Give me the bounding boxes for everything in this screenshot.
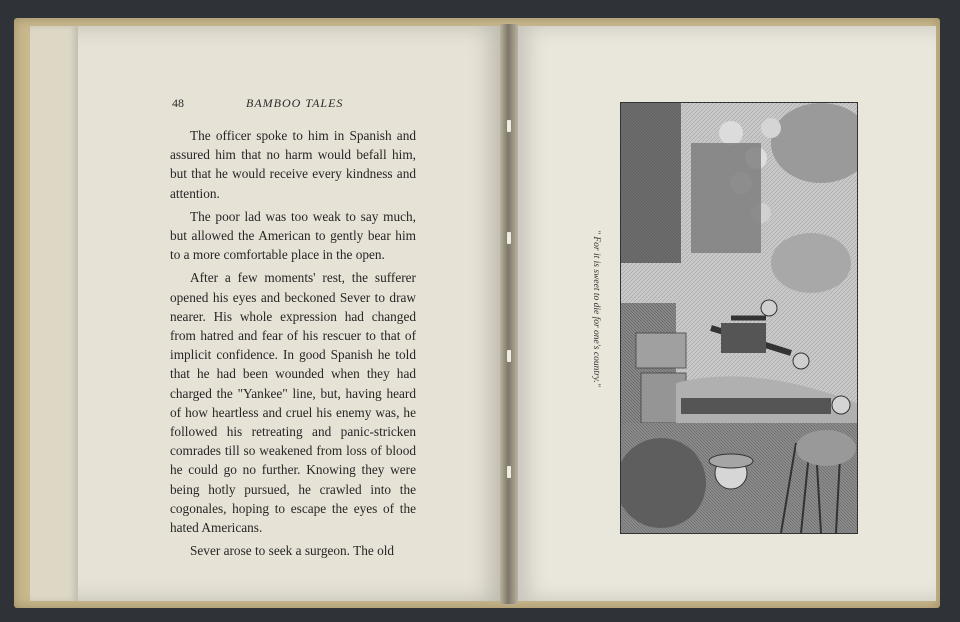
- binding-stitch: [507, 120, 511, 132]
- binding-stitch: [507, 232, 511, 244]
- paragraph: Sever arose to seek a surgeon. The old: [190, 543, 395, 559]
- binding-stitch: [507, 466, 511, 478]
- flyleaf-edge: [30, 26, 78, 601]
- body-text: [170, 126, 416, 564]
- illustration-image: [621, 103, 857, 533]
- running-title: BAMBOO TALES: [246, 96, 344, 110]
- plate-caption: " For it is sweet to die for one's country.": [591, 230, 601, 387]
- paragraph: After a few moments' rest, the sufferer opened his eyes and beckoned Sever to draw nearer. His whole expression had changed from hatred and fear of his rescuer to that of implicit confidence. In good Spanish he told that he had been wounded when they had charged the "Yankee" line, but, having heard of how heartless and cruel his enemy was, he followed his retreating and panic-stricken comrades till so weakened from loss of blood he could go no further. Knowing they were being hotly pursued, he crawled into the cogonales, hoping to escape the eyes of the hated Americans.: [170, 270, 416, 536]
- book-gutter: [500, 24, 518, 604]
- page-number: 48: [172, 96, 184, 110]
- page-header: [172, 96, 472, 114]
- paragraph: The officer spoke to him in Spanish and assured him that no harm would befall him, but that he would receive every kindness and attention.: [170, 128, 416, 201]
- binding-stitch: [507, 350, 511, 362]
- illustration-plate: [620, 102, 858, 534]
- paragraph: The poor lad was too weak to say much, but allowed the American to gently bear him to a more comfortable place in the open.: [170, 208, 416, 263]
